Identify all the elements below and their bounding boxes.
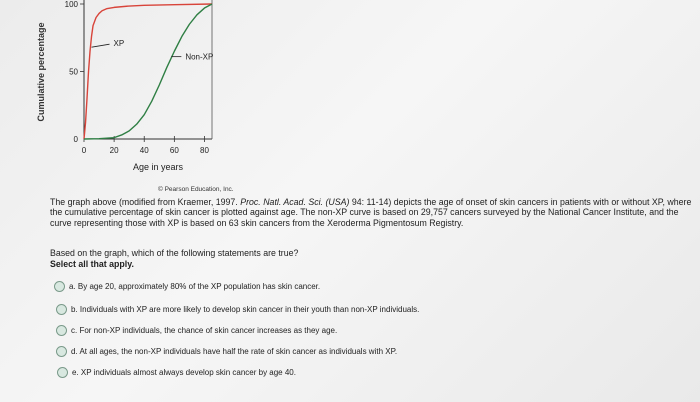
description-part-2: 94: 11-14) depicts the age of onset of skin cancers in patients with or without XP, where the cumulative percentage of skin cancer is plotted against age. The non-XP curve is based on 29,757 cancers surveyed by the National Cancer Institute, and the curve representing those with XP is based on 63 skin cancers from the Xeroderma Pigmentosum Registry. — [50, 197, 692, 228]
option-d[interactable] — [56, 346, 397, 357]
skin-cancer-chart — [0, 0, 700, 190]
copyright-credit: © Pearson Education, Inc. — [158, 186, 234, 193]
option-a-checkbox[interactable] — [54, 281, 65, 292]
series-line-xp — [84, 4, 212, 139]
x-tick-label: 60 — [169, 146, 179, 155]
x-tick-label: 0 — [81, 146, 87, 155]
question-text: Based on the graph, which of the following statements are true? — [50, 248, 299, 258]
option-e[interactable] — [57, 367, 296, 378]
option-e-label: e. XP individuals almost always develop skin cancer by age 40. — [72, 368, 296, 377]
option-a[interactable] — [54, 281, 320, 292]
journal-name: Proc. Natl. Acad. Sci. (USA) — [240, 197, 350, 207]
option-d-label: d. At all ages, the non-XP individuals have half the rate of skin cancer as individuals with XP. — [71, 347, 398, 356]
xp-leader-line — [92, 44, 110, 47]
series-line-non-xp — [84, 4, 212, 139]
option-c-checkbox[interactable] — [56, 325, 67, 336]
x-tick-label: 20 — [109, 146, 119, 155]
chart-series-labels — [92, 39, 214, 61]
y-tick-label: 50 — [69, 67, 78, 77]
xp-series-label: XP — [113, 39, 125, 49]
option-b-checkbox[interactable] — [56, 304, 67, 315]
y-tick-label: 100 — [64, 0, 78, 9]
chart-curves — [84, 4, 212, 139]
non-xp-series-label: Non-XP — [185, 52, 214, 62]
figure-description — [50, 197, 695, 228]
option-b[interactable] — [56, 304, 419, 315]
option-c[interactable] — [56, 325, 337, 336]
x-axis-title: Age in years — [132, 162, 184, 172]
select-instruction: Select all that apply. — [50, 259, 134, 269]
option-b-label: b. Individuals with XP are more likely to develop skin cancer in their youth than non-XP individuals. — [71, 305, 420, 314]
option-a-label: a. By age 20, approximately 80% of the XP population has skin cancer. — [69, 282, 321, 291]
description-part-1: The graph above (modified from Kraemer, 1997. — [50, 197, 241, 207]
y-axis-title: Cumulative percentage — [36, 22, 46, 122]
y-tick-label: 0 — [73, 135, 78, 144]
option-e-checkbox[interactable] — [57, 367, 68, 378]
x-tick-label: 80 — [200, 146, 209, 155]
x-tick-label: 40 — [139, 146, 149, 155]
chart-ticks — [65, 0, 210, 155]
option-c-label: c. For non-XP individuals, the chance of skin cancer increases as they age. — [71, 326, 338, 335]
option-d-checkbox[interactable] — [56, 346, 67, 357]
